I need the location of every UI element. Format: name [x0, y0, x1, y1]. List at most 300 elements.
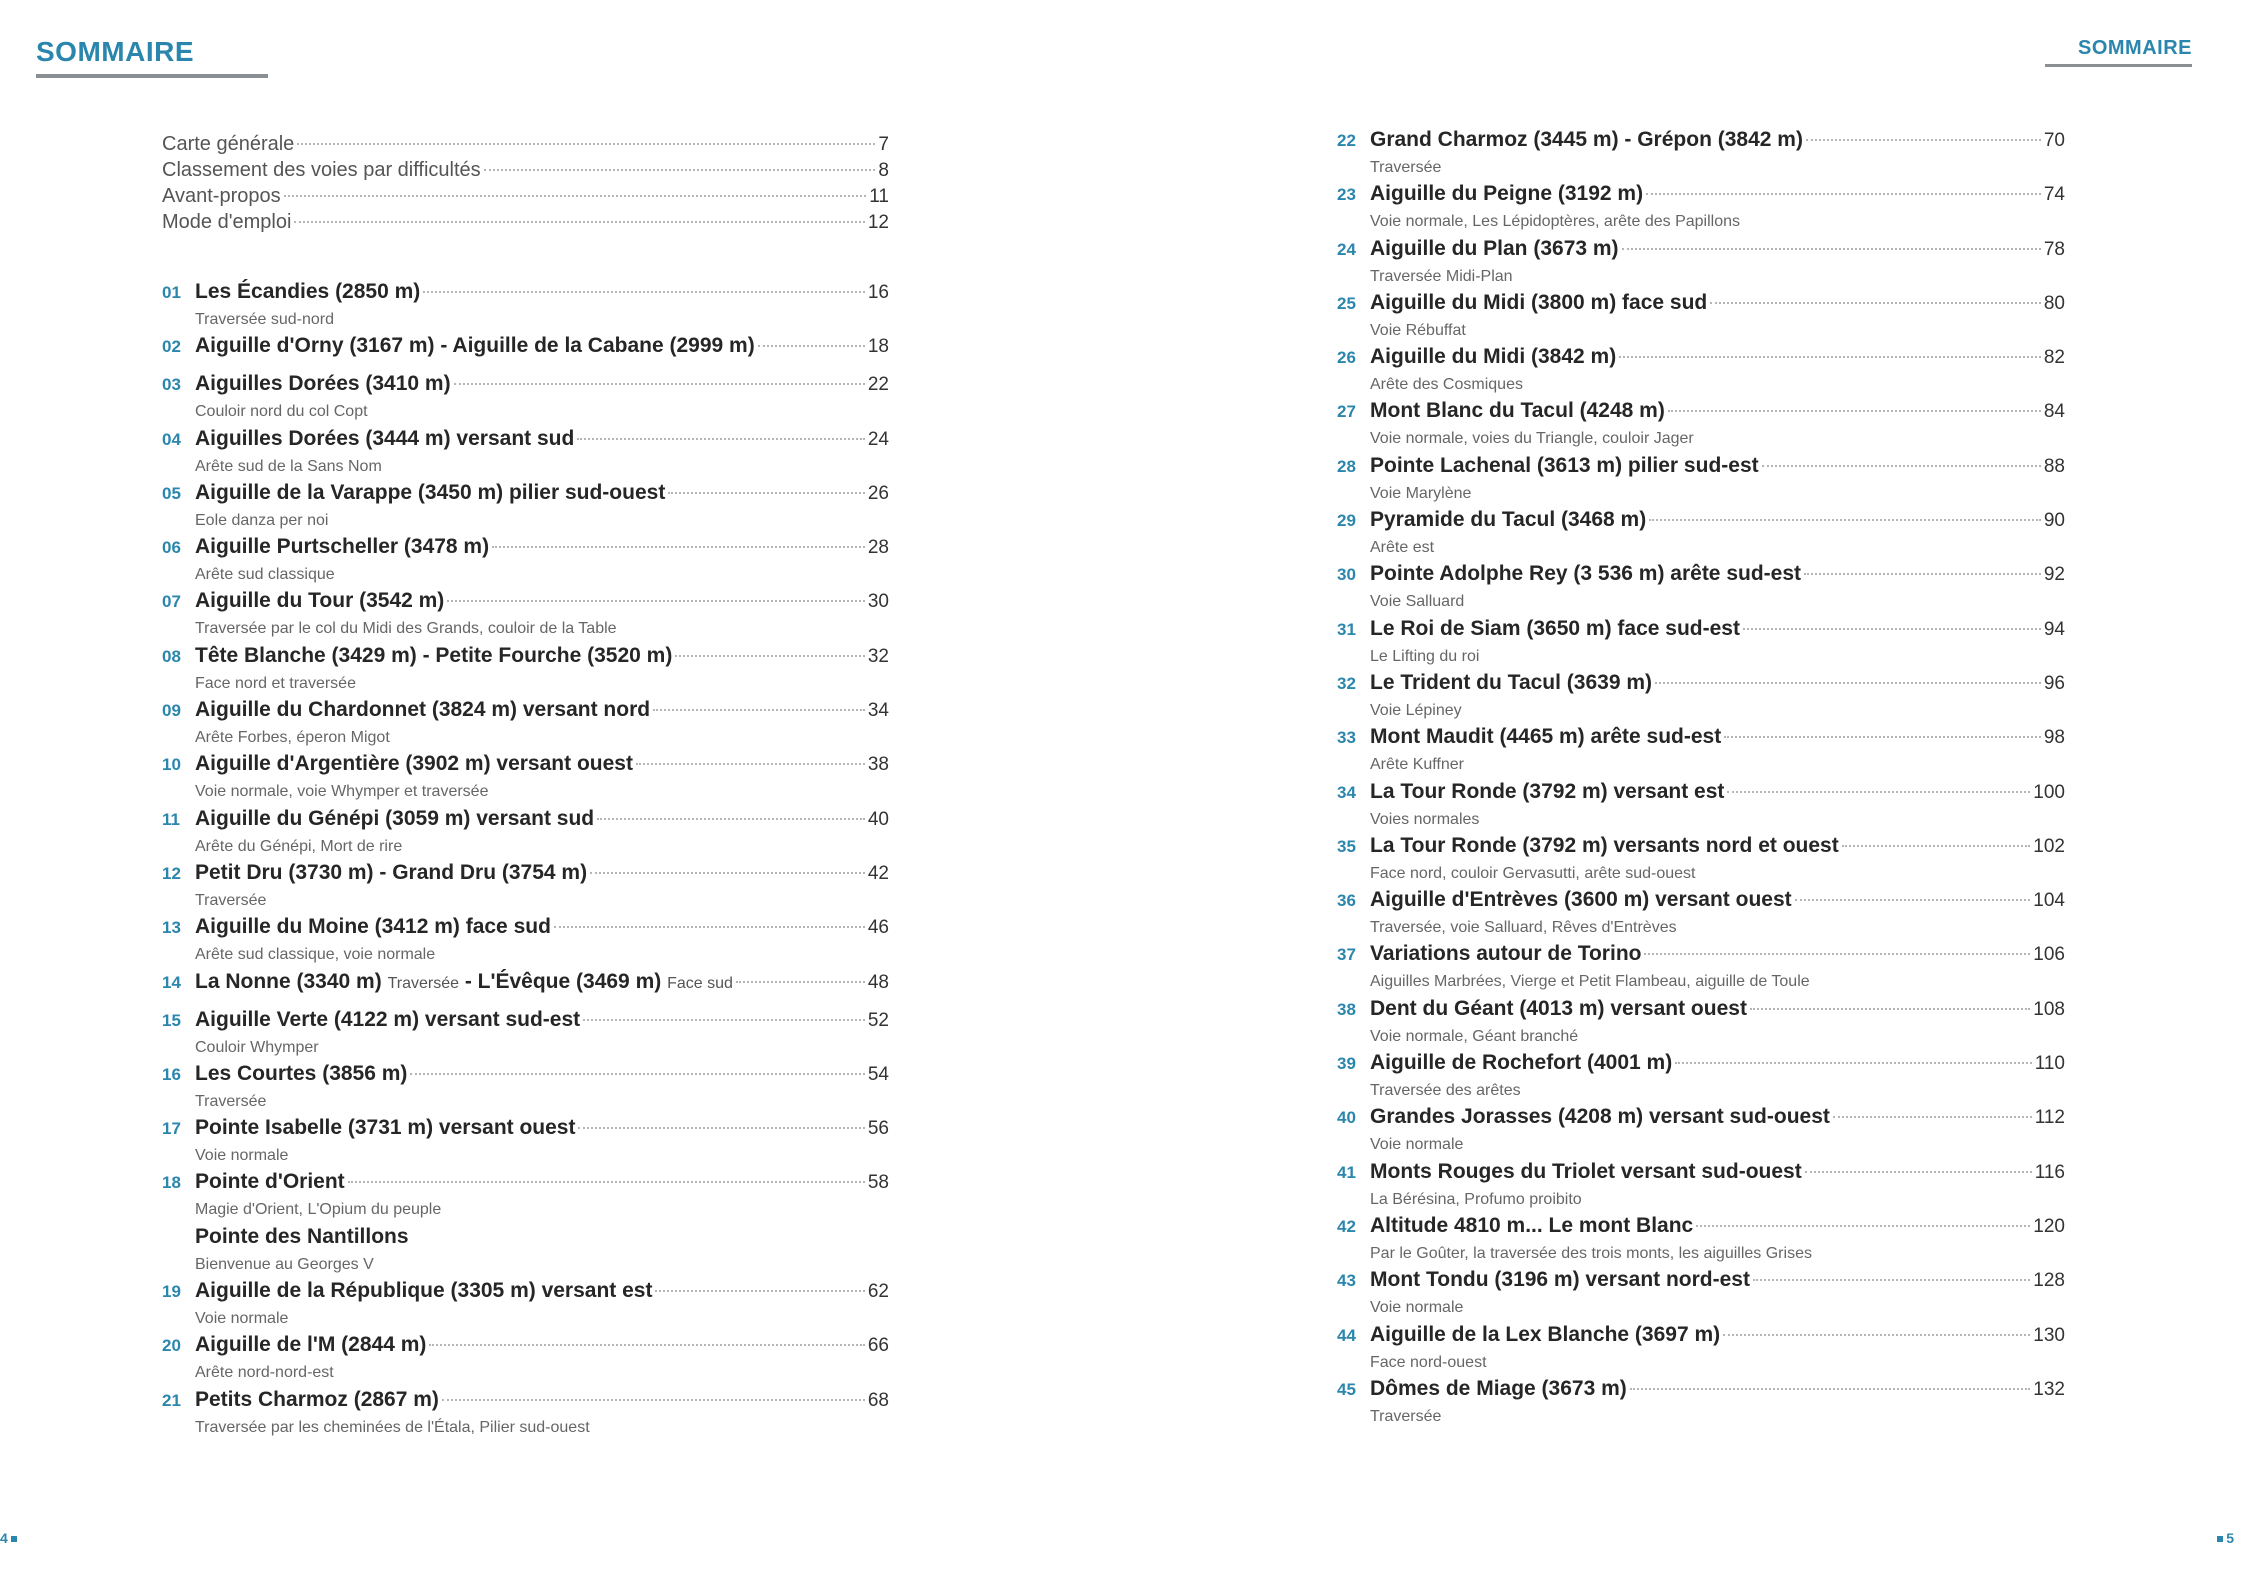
- toc-entry[interactable]: [1337, 454, 2065, 508]
- toc-entry[interactable]: [1337, 128, 2065, 182]
- dot-leader: [653, 709, 865, 711]
- entry-subtitle: Voie normale: [1370, 1299, 1464, 1317]
- page-ref: 88: [2043, 455, 2065, 477]
- entry-title: [1370, 942, 1641, 966]
- entry-title-row: [162, 1225, 889, 1253]
- page-ref: 56: [867, 1118, 889, 1140]
- entry-title-row: [162, 280, 889, 308]
- entry-subtitle: Face nord et traversée: [195, 674, 356, 692]
- entry-title-text-2: - L'Évêque (3469 m): [464, 969, 662, 993]
- toc-entry[interactable]: [1337, 1214, 2065, 1268]
- entry-number: 15: [162, 1010, 181, 1030]
- entry-title: [195, 861, 587, 885]
- page-ref: 90: [2043, 510, 2065, 532]
- entry-title-text: La Nonne (3340 m): [195, 969, 382, 993]
- entry-title: [195, 1279, 652, 1303]
- page-ref: 102: [2033, 835, 2065, 857]
- entry-title-text: La Tour Ronde (3792 m) versant est: [1370, 779, 1725, 803]
- entry-title: [195, 807, 594, 831]
- page-ref: 104: [2033, 890, 2065, 912]
- dot-leader: [492, 546, 865, 548]
- toc-entry[interactable]: [1337, 345, 2065, 399]
- toc-entry[interactable]: [1337, 291, 2065, 345]
- page-ref: 30: [867, 591, 889, 613]
- entry-subtitle: Voie Salluard: [1370, 593, 1465, 611]
- entry-number: 19: [162, 1282, 181, 1302]
- toc-entry[interactable]: [1337, 1377, 2065, 1431]
- entry-subtitle: Le Lifting du roi: [1370, 647, 1480, 665]
- entry-title-text: Aiguilles Dorées (3410 m): [195, 372, 451, 396]
- entry-title-row: [162, 334, 889, 362]
- toc-entry[interactable]: [1337, 834, 2065, 888]
- page-ref: 12: [867, 212, 889, 233]
- toc-entry[interactable]: [162, 915, 889, 969]
- toc-entry[interactable]: [162, 1225, 889, 1279]
- entry-number: 13: [162, 918, 181, 938]
- toc-entry[interactable]: [162, 427, 889, 481]
- toc-entry[interactable]: [1337, 562, 2065, 616]
- entry-title: [195, 1225, 409, 1249]
- dot-leader: [1655, 682, 2041, 684]
- toc-entry[interactable]: [1337, 780, 2065, 834]
- entry-title: [1370, 780, 1724, 804]
- entry-number: 03: [162, 375, 181, 395]
- entry-title-row: [162, 589, 889, 617]
- entry-title: [195, 1333, 426, 1357]
- entry-title-row: [1337, 291, 2065, 319]
- toc-entry[interactable]: [162, 280, 889, 334]
- entry-title: [1370, 237, 1619, 261]
- entry-title-row: [1337, 997, 2065, 1025]
- dot-leader: [554, 926, 865, 928]
- dot-leader: [454, 383, 865, 385]
- dot-leader: [578, 1127, 864, 1129]
- entry-number: 08: [162, 646, 181, 666]
- toc-entry[interactable]: [1337, 182, 2065, 236]
- toc-entry[interactable]: [1337, 399, 2065, 453]
- entry-number: 23: [1337, 185, 1356, 205]
- entry-title: [1370, 834, 1839, 858]
- entry-number: 41: [1337, 1162, 1356, 1182]
- entry-title-text: Pyramide du Tacul (3468 m): [1370, 508, 1647, 532]
- toc-intro-item[interactable]: [162, 159, 889, 185]
- toc-entry[interactable]: [162, 1116, 889, 1170]
- page-ref: 98: [2043, 727, 2065, 749]
- page-ref: 11: [869, 186, 889, 207]
- page-ref: 62: [867, 1281, 889, 1303]
- page-ref: 18: [867, 336, 889, 358]
- entry-title: [195, 280, 420, 304]
- page-ref: 84: [2043, 401, 2065, 423]
- entry-title-text: Pointe Adolphe Rey (3 536 m) arête sud-est: [1370, 562, 1802, 586]
- entry-number: 27: [1337, 402, 1356, 422]
- entry-title-row: [1337, 1377, 2065, 1405]
- entry-number: 43: [1337, 1271, 1356, 1291]
- entry-title-row: [1337, 454, 2065, 482]
- entry-title: [195, 1062, 407, 1086]
- entry-title: [195, 334, 755, 358]
- entry-subtitle: Traversée: [195, 1092, 267, 1110]
- dot-leader: [1675, 1062, 2031, 1064]
- toc-entry[interactable]: [162, 861, 889, 915]
- entry-title-row: [1337, 671, 2065, 699]
- entry-number: 32: [1337, 673, 1356, 693]
- dot-leader: [348, 1181, 865, 1183]
- entry-title-text: Pointe d'Orient: [195, 1170, 345, 1194]
- entry-title-row: [162, 807, 889, 835]
- entry-number: 04: [162, 429, 181, 449]
- entry-title-row: [1337, 128, 2065, 156]
- entry-title-row: [1337, 345, 2065, 373]
- entry-number: 35: [1337, 836, 1356, 856]
- entry-title-row: [162, 861, 889, 889]
- dot-leader: [1842, 845, 2031, 847]
- dot-leader: [736, 981, 865, 983]
- toc-entry[interactable]: [162, 1008, 889, 1062]
- entry-title-row: [1337, 1105, 2065, 1133]
- entry-title-row: [162, 1116, 889, 1144]
- entry-title-text: Tête Blanche (3429 m) - Petite Fourche (3520 m): [195, 643, 673, 667]
- entry-title-row: [162, 915, 889, 943]
- page-ref: 120: [2033, 1215, 2065, 1237]
- heading-underline: [36, 74, 268, 78]
- toc-entry[interactable]: [1337, 237, 2065, 291]
- dot-leader: [1806, 139, 2041, 141]
- toc-entry[interactable]: [162, 535, 889, 589]
- folio-square-icon: [2217, 1536, 2223, 1542]
- toc-entry[interactable]: [162, 1062, 889, 1116]
- entry-number: 24: [1337, 239, 1356, 259]
- entry-title-row: [162, 1170, 889, 1198]
- entry-number: 17: [162, 1119, 181, 1139]
- page-ref: 42: [867, 862, 889, 884]
- entry-title-text: Aiguille du Moine (3412 m) face sud: [195, 915, 551, 939]
- page-ref: 110: [2034, 1053, 2065, 1075]
- toc-entry[interactable]: [162, 752, 889, 806]
- entry-title-row: [1337, 237, 2065, 265]
- entry-subtitle: Magie d'Orient, L'Opium du peuple: [195, 1201, 442, 1219]
- page-ref: 78: [2043, 238, 2065, 260]
- dot-leader: [429, 1344, 864, 1346]
- entry-number: 28: [1337, 456, 1356, 476]
- dot-leader: [590, 872, 865, 874]
- entry-title-text: Aiguille du Génépi (3059 m) versant sud: [195, 806, 595, 830]
- entry-subtitle: Voie Rébuffat: [1370, 321, 1466, 339]
- entry-number: 38: [1337, 999, 1356, 1019]
- entry-title-row: [1337, 942, 2065, 970]
- dot-leader: [577, 438, 865, 440]
- entry-number: 30: [1337, 565, 1356, 585]
- entry-title-text: Mont Maudit (4465 m) arête sud-est: [1370, 725, 1722, 749]
- page-heading-right: SOMMAIRE: [2078, 37, 2192, 59]
- toc-list-right: [1337, 128, 2065, 1431]
- entry-title-row: [1337, 1160, 2065, 1188]
- entry-title: [195, 535, 489, 559]
- entry-title-text: Pointe Lachenal (3613 m) pilier sud-est: [1370, 453, 1759, 477]
- entry-subtitle: Voie normale: [195, 1147, 289, 1165]
- toc-entry[interactable]: [1337, 508, 2065, 562]
- toc-entry[interactable]: [1337, 725, 2065, 779]
- toc-entry[interactable]: [1337, 888, 2065, 942]
- dot-leader: [1723, 1334, 2030, 1336]
- entry-title: [1370, 671, 1652, 695]
- entry-number: 33: [1337, 728, 1356, 748]
- entry-title: [195, 1388, 439, 1412]
- entry-title-text: Aiguille de l'M (2844 m): [195, 1333, 427, 1357]
- entry-number: 36: [1337, 891, 1356, 911]
- dot-leader: [1804, 573, 2041, 575]
- entry-title-text: Dent du Géant (4013 m) versant ouest: [1370, 996, 1747, 1020]
- dot-leader: [1622, 248, 2041, 250]
- entry-title: [195, 644, 672, 668]
- toc-entry[interactable]: [162, 1170, 889, 1224]
- toc-entry[interactable]: [162, 698, 889, 752]
- entry-title-row: [1337, 399, 2065, 427]
- entry-title-text: Grandes Jorasses (4208 m) versant sud-ouest: [1370, 1105, 1830, 1129]
- entry-subtitle: Voie normale: [195, 1310, 289, 1328]
- entry-title-row: [162, 1279, 889, 1307]
- entry-title-text: Aiguille du Plan (3673 m): [1370, 236, 1619, 260]
- entry-title-row: [1337, 1323, 2065, 1351]
- entry-subtitle: Voie normale, voies du Triangle, couloir Jager: [1370, 430, 1694, 448]
- dot-leader: [597, 818, 865, 820]
- entry-number: 45: [1337, 1379, 1356, 1399]
- dot-leader: [1762, 465, 2041, 467]
- entry-title-row: [1337, 1214, 2065, 1242]
- entry-title-row: [162, 644, 889, 672]
- entry-number: 06: [162, 538, 181, 558]
- toc-entry[interactable]: [1337, 942, 2065, 996]
- toc-entry[interactable]: [162, 1388, 889, 1442]
- entry-number: 14: [162, 972, 181, 992]
- entry-subtitle: Arête du Génépi, Mort de rire: [195, 837, 403, 855]
- entry-subtitle: Voie Marylène: [1370, 484, 1472, 502]
- entry-title: [1370, 182, 1643, 206]
- toc-entry[interactable]: [1337, 997, 2065, 1051]
- dot-leader: [484, 169, 876, 171]
- heading-underline: [2045, 64, 2192, 67]
- toc-entry[interactable]: [1337, 671, 2065, 725]
- entry-subtitle: Bienvenue au Georges V: [195, 1255, 374, 1273]
- entry-title-text: Petit Dru (3730 m) - Grand Dru (3754 m): [195, 860, 588, 884]
- entry-title: [1370, 562, 1801, 586]
- entry-title-row: [1337, 1268, 2065, 1296]
- entry-title-row: [162, 1333, 889, 1361]
- entry-number: 12: [162, 863, 181, 883]
- entry-title-text: Dômes de Miage (3673 m): [1370, 1376, 1627, 1400]
- entry-number: 11: [162, 809, 180, 829]
- dot-leader: [447, 600, 865, 602]
- page-ref: 66: [867, 1335, 889, 1357]
- page-ref: 68: [867, 1389, 889, 1411]
- entry-title-row: [1337, 780, 2065, 808]
- dot-leader: [1710, 302, 2041, 304]
- entry-title-text: Aiguille de la République (3305 m) versant est: [195, 1279, 653, 1303]
- dot-leader: [1644, 953, 2030, 955]
- entry-title-text: La Tour Ronde (3792 m) versants nord et ouest: [1370, 833, 1839, 857]
- entry-number: 25: [1337, 293, 1356, 313]
- page-number-left: [0, 1530, 20, 1546]
- page-ref: 130: [2033, 1324, 2065, 1346]
- page-ref: 22: [867, 374, 889, 396]
- dot-leader: [1630, 1388, 2031, 1390]
- toc-list-left: [162, 280, 889, 1442]
- entry-title-row: [162, 1062, 889, 1090]
- toc-entry[interactable]: [162, 589, 889, 643]
- entry-number: 34: [1337, 782, 1356, 802]
- entry-subtitle: Voie normale: [1370, 1136, 1464, 1154]
- entry-number: 40: [1337, 1108, 1356, 1128]
- entry-title-row: [162, 372, 889, 400]
- entry-title-text: Aiguille d'Orny (3167 m) - Aiguille de la Cabane (2999 m): [195, 334, 755, 358]
- entry-subtitle: Face nord, couloir Gervasutti, arête sud-ouest: [1370, 864, 1696, 882]
- dot-leader: [758, 345, 865, 347]
- dot-leader: [1753, 1279, 2030, 1281]
- dot-leader: [297, 143, 875, 145]
- page-ref: 128: [2033, 1270, 2065, 1292]
- entry-title-row: [1337, 562, 2065, 590]
- page-ref: 92: [2043, 564, 2065, 586]
- toc-entry[interactable]: [162, 481, 889, 535]
- entry-title: [1370, 508, 1646, 532]
- dot-leader: [1646, 193, 2041, 195]
- intro-label: Avant-propos: [162, 185, 281, 207]
- entry-title: [195, 970, 733, 994]
- toc-intro-item[interactable]: [162, 133, 889, 159]
- toc-entry[interactable]: [162, 372, 889, 426]
- dot-leader: [1750, 1008, 2030, 1010]
- entry-subtitle: Eole danza per noi: [195, 511, 329, 529]
- toc-entry[interactable]: [1337, 1323, 2065, 1377]
- page-number-right: [2214, 1530, 2234, 1546]
- toc-entry[interactable]: [162, 1333, 889, 1387]
- toc-entry[interactable]: [162, 1279, 889, 1333]
- toc-entry[interactable]: [1337, 617, 2065, 671]
- entry-title: [1370, 454, 1759, 478]
- entry-title-text: Aiguille d'Argentière (3902 m) versant ouest: [195, 752, 633, 776]
- page-ref: 26: [867, 482, 889, 504]
- page-ref: 80: [2043, 292, 2065, 314]
- page-ref: 70: [2043, 130, 2065, 151]
- entry-subtitle: Traversée: [1370, 159, 1442, 176]
- entry-title: [1370, 399, 1665, 423]
- entry-title-text: Mont Blanc du Tacul (4248 m): [1370, 399, 1665, 423]
- entry-title-text: Aiguille du Midi (3842 m): [1370, 345, 1617, 369]
- entry-title-text: Monts Rouges du Triolet versant sud-ouest: [1370, 1159, 1802, 1183]
- entry-subtitle: Arête sud classique, voie normale: [195, 946, 436, 964]
- entry-title: [1370, 997, 1747, 1021]
- toc-entry[interactable]: [162, 644, 889, 698]
- entry-title-text: Aiguille de la Varappe (3450 m) pilier sud-ouest: [195, 480, 666, 504]
- entry-title-text: Le Trident du Tacul (3639 m): [1370, 670, 1653, 694]
- entry-title-row: [162, 752, 889, 780]
- entry-subtitle: Arête est: [1370, 539, 1435, 557]
- entry-number: 29: [1337, 511, 1356, 531]
- toc-intro-item[interactable]: [162, 211, 889, 237]
- entry-subtitle: Arête sud de la Sans Nom: [195, 457, 382, 475]
- entry-number: 44: [1337, 1325, 1356, 1345]
- entry-title-text: Le Roi de Siam (3650 m) face sud-est: [1370, 616, 1740, 640]
- entry-title: [1370, 1214, 1693, 1238]
- toc-entry[interactable]: [162, 970, 889, 1008]
- dot-leader: [1724, 736, 2041, 738]
- dot-leader: [1795, 899, 2031, 901]
- entry-title-row: [1337, 834, 2065, 862]
- entry-title-text: Pointe des Nantillons: [195, 1224, 409, 1248]
- entry-subtitle: Arête Kuffner: [1370, 756, 1464, 774]
- entry-number: 05: [162, 483, 181, 503]
- entry-title-text: Aiguille du Tour (3542 m): [195, 589, 445, 613]
- dot-leader: [442, 1399, 865, 1401]
- page-ref: 8: [878, 160, 889, 181]
- page-ref: 96: [2043, 672, 2065, 694]
- entry-number: 10: [162, 755, 181, 775]
- page-ref: 106: [2033, 944, 2065, 966]
- toc-entry[interactable]: [1337, 1105, 2065, 1159]
- toc-entry[interactable]: [1337, 1051, 2065, 1105]
- entry-title: [1370, 1323, 1720, 1347]
- entry-title-text: Pointe Isabelle (3731 m) versant ouest: [195, 1116, 576, 1140]
- entry-title-text: Petits Charmoz (2867 m): [195, 1387, 439, 1411]
- entry-subtitle: Voie normale, voie Whymper et traversée: [195, 783, 489, 801]
- entry-title-row: [162, 481, 889, 509]
- entry-title-row: [1337, 508, 2065, 536]
- dot-leader: [1743, 628, 2041, 630]
- toc-entry[interactable]: [1337, 1268, 2065, 1322]
- folio-number: 4: [0, 1530, 8, 1546]
- folio-square-icon: [11, 1536, 17, 1542]
- entry-title-text: Aiguille de Rochefort (4001 m): [1370, 1051, 1673, 1075]
- entry-title-text: Aiguille du Peigne (3192 m): [1370, 182, 1644, 206]
- page-ref: 46: [867, 917, 889, 939]
- entry-title-text: Aiguille d'Entrèves (3600 m) versant ouest: [1370, 888, 1792, 912]
- entry-title-text: Les Écandies (2850 m): [195, 280, 421, 303]
- page-ref: 74: [2043, 184, 2065, 206]
- page-ref: 34: [867, 700, 889, 722]
- entry-title: [195, 698, 650, 722]
- entry-title-text: Aiguille de la Lex Blanche (3697 m): [1370, 1322, 1721, 1346]
- entry-subtitle: Voie Lépiney: [1370, 701, 1462, 719]
- entry-subtitle: Arête sud classique: [195, 566, 335, 584]
- entry-number: 16: [162, 1064, 181, 1084]
- toc-entry[interactable]: [162, 334, 889, 372]
- toc-intro-item[interactable]: [162, 185, 889, 211]
- toc-entry[interactable]: [1337, 1160, 2065, 1214]
- intro-label: Classement des voies par difficultés: [162, 159, 481, 181]
- entry-title: [195, 481, 665, 505]
- entry-subtitle: La Bérésina, Profumo proibito: [1370, 1190, 1582, 1208]
- page-ref: 24: [867, 428, 889, 450]
- page-ref: 116: [2034, 1161, 2065, 1183]
- dot-leader: [423, 291, 865, 293]
- entry-title: [1370, 128, 1803, 152]
- entry-title-row: [162, 427, 889, 455]
- entry-subtitle: Face nord-ouest: [1370, 1353, 1487, 1371]
- entry-title-text: Les Courtes (3856 m): [195, 1061, 408, 1085]
- dot-leader: [655, 1290, 864, 1292]
- entry-title-note: Traversée: [387, 974, 459, 992]
- entry-title: [195, 589, 444, 613]
- entry-title-text: Aiguille Verte (4122 m) versant sud-est: [195, 1007, 581, 1031]
- page-ref: 7: [878, 134, 889, 155]
- entry-number: 42: [1337, 1216, 1356, 1236]
- entry-subtitle: Aiguilles Marbrées, Vierge et Petit Flambeau, aiguille de Toule: [1370, 973, 1810, 991]
- entry-title: [195, 372, 451, 396]
- entry-title-row: [1337, 617, 2065, 645]
- entry-title-note: Face sud: [667, 974, 733, 992]
- page-ref: 38: [867, 754, 889, 776]
- toc-entry[interactable]: [162, 807, 889, 861]
